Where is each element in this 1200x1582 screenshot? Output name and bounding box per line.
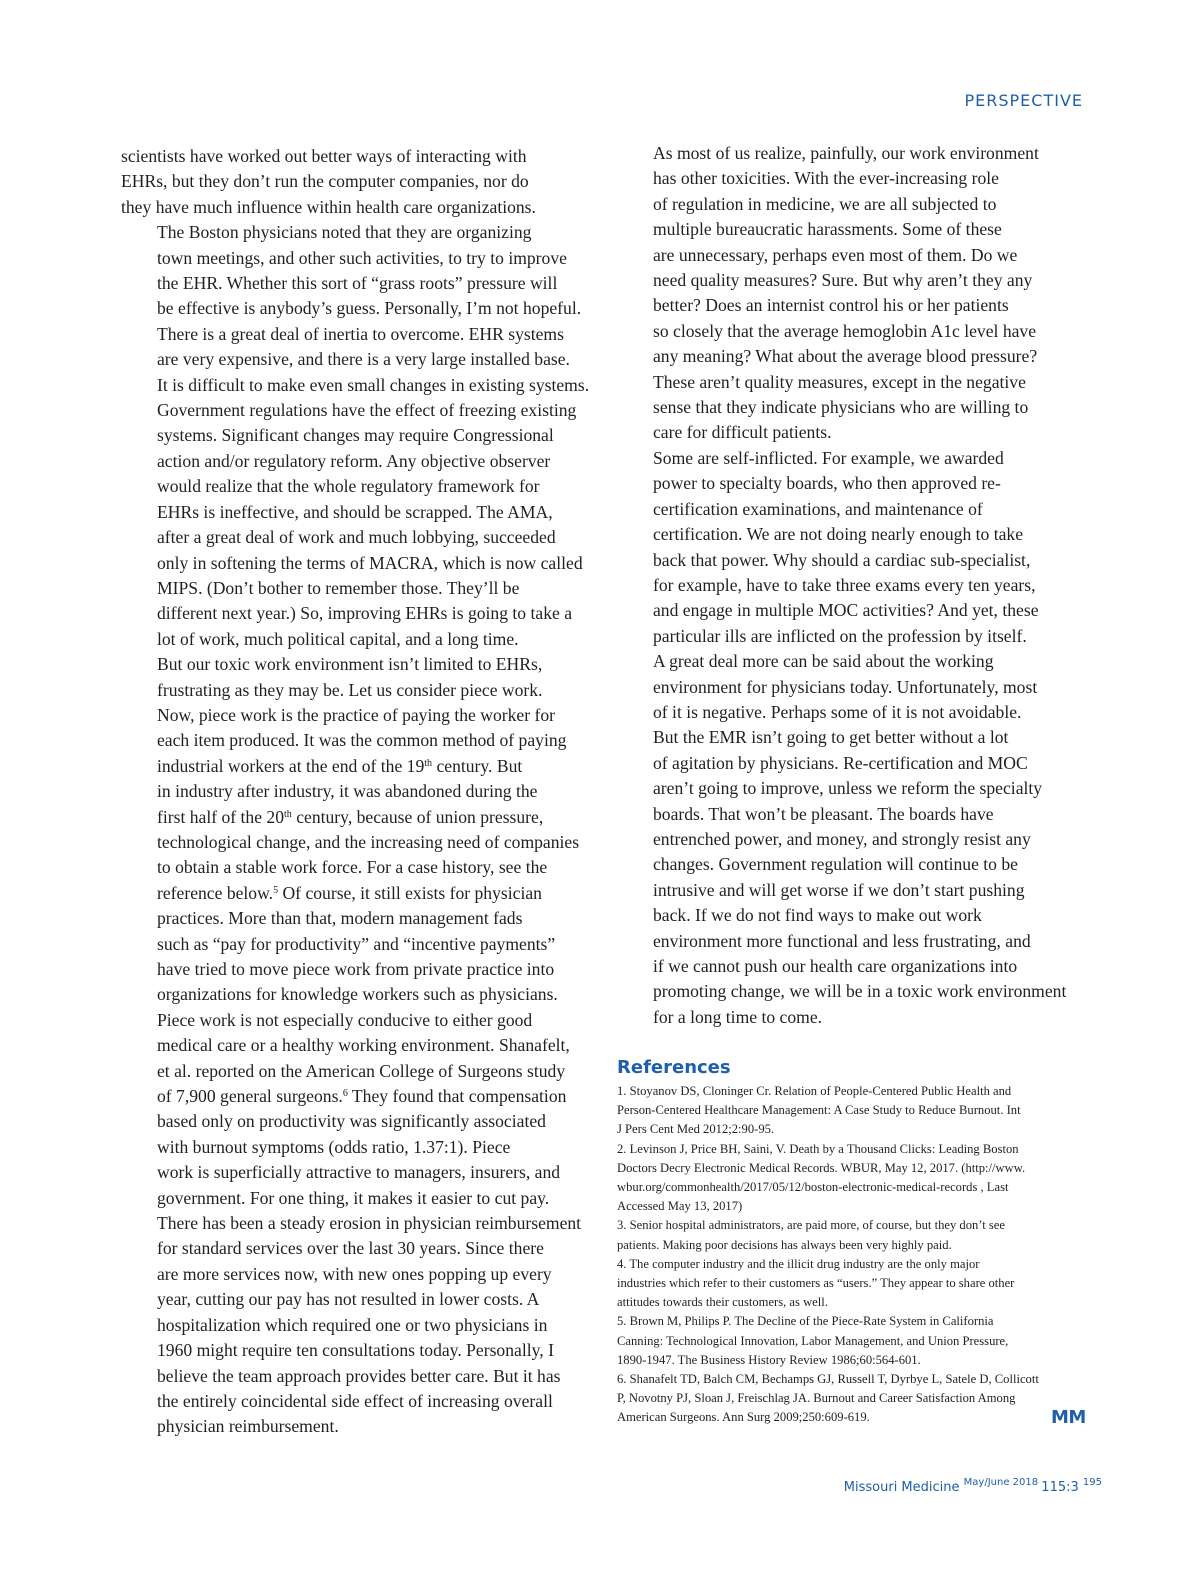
paragraph xyxy=(617,141,1101,446)
text-line: action and/or regulatory reform. Any objective observer xyxy=(157,450,551,471)
text-line: of agitation by physicians. Re-certification and MOC xyxy=(653,752,1028,773)
text-line: the EHR. Whether this sort of “grass roots” pressure will xyxy=(157,273,558,294)
text-line: There is a great deal of inertia to overcome. EHR systems xyxy=(157,323,564,344)
reference-item xyxy=(617,1312,1092,1370)
reference-line: Doctors Decry Electronic Medical Records. WBUR, May 12, 2017. (http://www. xyxy=(617,1160,1026,1175)
text-line: with burnout symptoms (odds ratio, 1.37:1). Piece xyxy=(157,1136,511,1157)
paragraph xyxy=(121,652,601,1008)
text-line: such as “pay for productivity” and “incentive payments” xyxy=(157,933,556,954)
reference-line: patients. Making poor decisions has always been very highly paid. xyxy=(617,1237,952,1252)
text-line: town meetings, and other such activities, to try to improve xyxy=(157,247,567,268)
text-line: aren’t going to improve, unless we reform the specialty xyxy=(653,778,1043,799)
missouri-medicine-end-mark: MM xyxy=(1051,1407,1086,1428)
page-footer: Missouri Medicine $^{May/June 2018}$ 115:3 $^{195}$ xyxy=(843,1477,1102,1495)
text-line: be effective is anybody’s guess. Personally, I’m not hopeful. xyxy=(157,298,582,319)
paragraph xyxy=(617,446,1101,649)
text-line: technological change, and the increasing need of companies xyxy=(157,831,580,852)
references-list xyxy=(617,1082,1092,1428)
text-line: multiple bureaucratic harassments. Some of these xyxy=(653,219,1002,240)
text-line: medical care or a healthy working environment. Shanafelt, xyxy=(157,1035,570,1056)
text-line: environment for physicians today. Unfortunately, most xyxy=(653,676,1038,697)
reference-item xyxy=(617,1370,1092,1428)
text-line: they have much influence within health care organizations. xyxy=(121,196,536,217)
reference-item xyxy=(617,1216,1092,1254)
text-line: Piece work is not especially conducive to either good xyxy=(157,1009,533,1030)
text-line: certification examinations, and maintenance of xyxy=(653,498,983,519)
reference-item xyxy=(617,1140,1092,1217)
text-line: certification. We are not doing nearly enough to take xyxy=(653,524,1024,545)
text-line: government. For one thing, it makes it easier to cut pay. xyxy=(157,1187,550,1208)
text-line: Government regulations have the effect of freezing existing xyxy=(157,400,577,421)
paragraph xyxy=(617,649,1101,1030)
text-line: for a long time to come. xyxy=(653,1006,823,1027)
text-line: and engage in multiple MOC activities? And yet, these xyxy=(653,600,1039,621)
text-line: promoting change, we will be in a toxic work environment xyxy=(653,981,1067,1002)
text-line: for example, have to take three exams every ten years, xyxy=(653,574,1036,595)
text-line: scientists have worked out better ways of interacting with xyxy=(121,146,527,166)
text-line: These aren’t quality measures, except in the negative xyxy=(653,371,1026,392)
text-line: systems. Significant changes may require Congressional xyxy=(157,425,554,446)
text-line: back that power. Why should a cardiac sub-specialist, xyxy=(653,549,1031,570)
text-line: organizations for knowledge workers such as physicians. xyxy=(157,984,558,1005)
text-line: are more services now, with new ones popping up every xyxy=(157,1263,552,1284)
text-line: EHRs, but they don’t run the computer companies, nor do xyxy=(121,171,529,192)
text-line: frustrating as they may be. Let us consider piece work. xyxy=(157,679,543,700)
text-line: work is superficially attractive to managers, insurers, and xyxy=(157,1162,561,1183)
reference-item xyxy=(617,1082,1092,1140)
text-line: for standard services over the last 30 years. Since there xyxy=(157,1238,544,1259)
text-line: changes. Government regulation will continue to be xyxy=(653,854,1018,875)
section-label: PERSPECTIVE xyxy=(964,91,1083,110)
text-line: The Boston physicians noted that they are organizing xyxy=(157,222,532,243)
text-line: particular ills are inflicted on the profession by itself. xyxy=(653,625,1027,646)
text-line: so closely that the average hemoglobin A1c level have xyxy=(653,320,1037,341)
text-line: A great deal more can be said about the working xyxy=(653,651,994,672)
reference-line: wbur.org/commonhealth/2017/05/12/boston-electronic-medical-records , Last xyxy=(617,1180,1009,1195)
reference-line: industries which refer to their customers as “users.” They appear to share other xyxy=(617,1276,1015,1291)
text-line: physician reimbursement. xyxy=(157,1416,339,1437)
text-line: each item produced. It was the common method of paying xyxy=(157,730,567,751)
text-line: There has been a steady erosion in physician reimbursement xyxy=(157,1213,582,1234)
text-line: only in softening the terms of MACRA, which is now called xyxy=(157,552,583,573)
references-heading: References xyxy=(617,1057,731,1078)
text-line: reference below.$^5$ Of course, it still exists for physician xyxy=(157,882,542,903)
text-line: believe the team approach provides better care. But it has xyxy=(157,1365,561,1386)
text-line: of 7,900 general surgeons.$^6$ They found that compensation xyxy=(157,1086,567,1107)
text-line: if we cannot push our health care organizations into xyxy=(653,956,1018,976)
text-line: of it is negative. Perhaps some of it is not avoidable. xyxy=(653,701,1022,722)
reference-line: 6. Shanafelt TD, Balch CM, Bechamps GJ, Russell T, Dyrbye L, Satele D, Collicott xyxy=(617,1372,1039,1387)
reference-item xyxy=(617,1255,1092,1313)
text-line: any meaning? What about the average blood pressure? xyxy=(653,346,1038,367)
text-line: different next year.) So, improving EHRs is going to take a xyxy=(157,603,573,624)
text-line: year, cutting our pay has not resulted in lower costs. A xyxy=(157,1289,540,1310)
text-line: after a great deal of work and much lobbying, succeeded xyxy=(157,527,556,548)
reference-line: 3. Senior hospital administrators, are paid more, of course, but they don’t see xyxy=(617,1218,1005,1233)
text-line: of regulation in medicine, we are all subjected to xyxy=(653,193,997,214)
text-line: entrenched power, and money, and strongly resist any xyxy=(653,828,1031,849)
reference-line: 2. Levinson J, Price BH, Saini, V. Death by a Thousand Clicks: Leading Boston xyxy=(617,1141,1019,1156)
reference-line: P, Novotny PJ, Sloan J, Freischlag JA. Burnout and Career Satisfaction Among xyxy=(617,1391,1016,1406)
text-line: to obtain a stable work force. For a case history, see the xyxy=(157,857,548,878)
text-line: lot of work, much political capital, and a long time. xyxy=(157,628,519,649)
reference-line: attitudes towards their customers, as well. xyxy=(617,1295,828,1310)
text-line: MIPS. (Don’t bother to remember those. They’ll be xyxy=(157,577,520,598)
text-line: As most of us realize, painfully, our work environment xyxy=(653,143,1039,163)
reference-line: 1. Stoyanov DS, Cloninger Cr. Relation of People-Centered Public Health and xyxy=(617,1084,1012,1098)
text-line: environment more functional and less frustrating, and xyxy=(653,930,1031,951)
text-line: EHRs is ineffective, and should be scrapped. The AMA, xyxy=(157,501,553,522)
text-line: practices. More than that, modern management fads xyxy=(157,908,523,929)
text-line: But the EMR isn’t going to get better without a lot xyxy=(653,727,1009,748)
reference-line: Accessed May 13, 2017) xyxy=(617,1199,743,1214)
reference-line: 1890-1947. The Business History Review 1986;60:564-601. xyxy=(617,1352,921,1367)
text-line: Some are self-inflicted. For example, we awarded xyxy=(653,447,1004,468)
text-line: hospitalization which required one or two physicians in xyxy=(157,1314,548,1335)
reference-line: 4. The computer industry and the illicit drug industry are the only major xyxy=(617,1256,980,1271)
paragraph xyxy=(121,220,601,652)
text-line: sense that they indicate physicians who are willing to xyxy=(653,397,1029,418)
text-line: better? Does an internist control his or her patients xyxy=(653,295,1009,316)
text-line: Now, piece work is the practice of paying the worker for xyxy=(157,704,555,725)
reference-line: American Surgeons. Ann Surg 2009;250:609-619. xyxy=(617,1410,870,1425)
paragraph xyxy=(121,1008,601,1440)
text-line: power to specialty boards, who then approved re- xyxy=(653,473,1001,494)
reference-line: Person-Centered Healthcare Management: A Case Study to Reduce Burnout. Int xyxy=(617,1103,1021,1118)
text-line: care for difficult patients. xyxy=(653,422,832,443)
text-line: would realize that the whole regulatory framework for xyxy=(157,476,540,497)
text-line: 1960 might require ten consultations today. Personally, I xyxy=(157,1340,554,1361)
body-column-left xyxy=(121,144,601,1440)
text-line: are very expensive, and there is a very large installed base. xyxy=(157,349,570,370)
text-line: et al. reported on the American College of Surgeons study xyxy=(157,1060,566,1081)
text-line: are unnecessary, perhaps even most of them. Do we xyxy=(653,244,1018,265)
text-line: need quality measures? Sure. But why aren’t they any xyxy=(653,270,1033,291)
text-line: first half of the 20th century, because of union pressure, xyxy=(157,806,544,827)
text-line: industrial workers at the end of the 19th century. But xyxy=(157,755,523,776)
text-line: the entirely coincidental side effect of increasing overall xyxy=(157,1390,553,1411)
text-line: have tried to move piece work from private practice into xyxy=(157,959,555,979)
text-line: back. If we do not find ways to make out work xyxy=(653,905,982,926)
text-line: intrusive and will get worse if we don’t start pushing xyxy=(653,879,1025,900)
text-line: boards. That won’t be pleasant. The boards have xyxy=(653,803,994,824)
reference-line: 5. Brown M, Philips P. The Decline of the Piece-Rate System in California xyxy=(617,1314,994,1329)
text-line: has other toxicities. With the ever-increasing role xyxy=(653,168,999,189)
reference-line: J Pers Cent Med 2012;2:90-95. xyxy=(617,1122,775,1137)
paragraph xyxy=(121,144,601,220)
text-line: based only on productivity was significantly associated xyxy=(157,1111,546,1132)
text-line: in industry after industry, it was abandoned during the xyxy=(157,781,538,802)
text-line: But our toxic work environment isn’t limited to EHRs, xyxy=(157,654,543,675)
text-line: It is difficult to make even small changes in existing systems. xyxy=(157,374,590,395)
reference-line: Canning: Technological Innovation, Labor Management, and Union Pressure, xyxy=(617,1333,1009,1348)
body-column-right xyxy=(617,141,1101,1030)
